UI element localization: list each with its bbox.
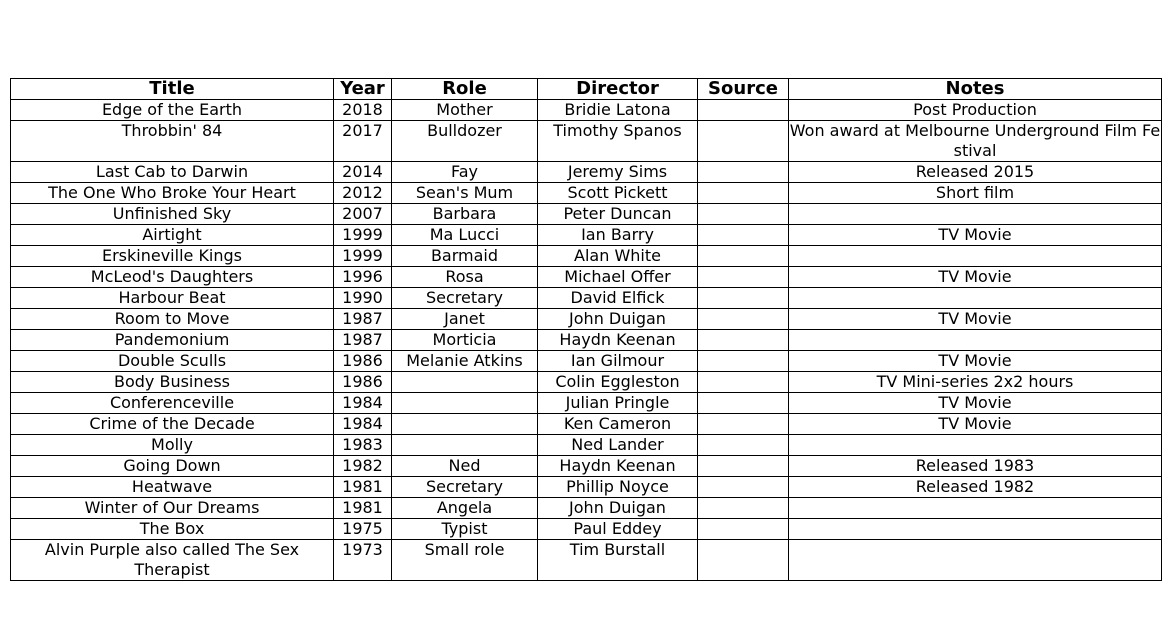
cell-role <box>392 393 538 414</box>
cell-title: Airtight <box>11 225 334 246</box>
cell-notes: Won award at Melbourne Underground Film Festival <box>789 121 1161 160</box>
cell-notes <box>789 519 1162 540</box>
header-source: Source <box>698 79 789 100</box>
cell-source <box>698 183 789 204</box>
cell-director: Ian Gilmour <box>538 351 698 372</box>
cell-notes: Released 2015 <box>789 162 1162 183</box>
cell-source <box>698 330 789 351</box>
cell-year: 1981 <box>334 477 392 498</box>
cell-role: Ma Lucci <box>392 225 538 246</box>
cell-notes: TV Movie <box>789 393 1162 414</box>
cell-title: Double Sculls <box>11 351 334 372</box>
cell-source <box>698 100 789 121</box>
cell-director: Colin Eggleston <box>538 372 698 393</box>
cell-notes <box>789 288 1162 309</box>
table-row <box>11 414 1162 435</box>
cell-year: 1987 <box>334 330 392 351</box>
table-row <box>11 351 1162 372</box>
cell-notes <box>789 498 1162 519</box>
cell-year: 1987 <box>334 309 392 330</box>
cell-notes: Short film <box>789 183 1162 204</box>
cell-director: Scott Pickett <box>538 183 698 204</box>
cell-source <box>698 456 789 477</box>
cell-year: 1999 <box>334 246 392 267</box>
cell-year: 2018 <box>334 100 392 121</box>
cell-director: Tim Burstall <box>538 540 698 581</box>
table-row <box>11 372 1162 393</box>
cell-director: Michael Offer <box>538 267 698 288</box>
cell-source <box>698 435 789 456</box>
cell-source <box>698 309 789 330</box>
cell-year: 1984 <box>334 393 392 414</box>
cell-source <box>698 288 789 309</box>
cell-notes: TV Movie <box>789 351 1162 372</box>
header-notes: Notes <box>789 79 1162 100</box>
cell-source <box>698 162 789 183</box>
cell-role: Barbara <box>392 204 538 225</box>
cell-role <box>392 435 538 456</box>
cell-role: Small role <box>392 540 538 581</box>
cell-director: Peter Duncan <box>538 204 698 225</box>
cell-year: 2012 <box>334 183 392 204</box>
cell-director: Haydn Keenan <box>538 330 698 351</box>
cell-year: 1975 <box>334 519 392 540</box>
cell-source <box>698 121 789 162</box>
cell-title: Winter of Our Dreams <box>11 498 334 519</box>
cell-notes: TV Movie <box>789 309 1162 330</box>
table-row <box>11 225 1162 246</box>
table-row <box>11 246 1162 267</box>
cell-year: 2017 <box>334 121 392 162</box>
cell-year: 1981 <box>334 498 392 519</box>
cell-source <box>698 204 789 225</box>
cell-director: Jeremy Sims <box>538 162 698 183</box>
table-row <box>11 477 1162 498</box>
cell-title: McLeod's Daughters <box>11 267 334 288</box>
cell-title: Edge of the Earth <box>11 100 334 121</box>
cell-year: 2014 <box>334 162 392 183</box>
filmography-table <box>10 78 1162 581</box>
table-body <box>11 100 1162 581</box>
cell-role: Bulldozer <box>392 121 538 162</box>
cell-title: Harbour Beat <box>11 288 334 309</box>
cell-role: Secretary <box>392 288 538 309</box>
table-row <box>11 309 1162 330</box>
table-row <box>11 456 1162 477</box>
cell-title: Last Cab to Darwin <box>11 162 334 183</box>
cell-source <box>698 498 789 519</box>
cell-title: The Box <box>11 519 334 540</box>
cell-title: Unfinished Sky <box>11 204 334 225</box>
cell-role: Janet <box>392 309 538 330</box>
header-director: Director <box>538 79 698 100</box>
cell-director: Bridie Latona <box>538 100 698 121</box>
cell-year: 1999 <box>334 225 392 246</box>
cell-role: Fay <box>392 162 538 183</box>
table-row <box>11 267 1162 288</box>
cell-title: Alvin Purple also called The Sex Therapist <box>11 540 334 581</box>
table-row <box>11 519 1162 540</box>
cell-director: Ian Barry <box>538 225 698 246</box>
cell-source <box>698 519 789 540</box>
table-row <box>11 204 1162 225</box>
cell-role: Sean's Mum <box>392 183 538 204</box>
cell-title: Going Down <box>11 456 334 477</box>
cell-title: Body Business <box>11 372 334 393</box>
cell-director: Julian Pringle <box>538 393 698 414</box>
cell-director: Ken Cameron <box>538 414 698 435</box>
cell-notes <box>789 204 1162 225</box>
table-row <box>11 183 1162 204</box>
cell-director: John Duigan <box>538 309 698 330</box>
cell-director: Paul Eddey <box>538 519 698 540</box>
table-row <box>11 435 1162 456</box>
cell-year: 1986 <box>334 351 392 372</box>
cell-notes <box>789 246 1162 267</box>
cell-role: Secretary <box>392 477 538 498</box>
cell-role: Typist <box>392 519 538 540</box>
cell-notes <box>789 330 1162 351</box>
cell-source <box>698 246 789 267</box>
table-row <box>11 162 1162 183</box>
table-row <box>11 330 1162 351</box>
cell-title: Conferenceville <box>11 393 334 414</box>
cell-notes: TV Movie <box>789 225 1162 246</box>
cell-year: 1973 <box>334 540 392 581</box>
cell-notes: Released 1982 <box>789 477 1162 498</box>
cell-title: The One Who Broke Your Heart <box>11 183 334 204</box>
cell-source <box>698 372 789 393</box>
cell-title: Pandemonium <box>11 330 334 351</box>
cell-year: 1984 <box>334 414 392 435</box>
cell-title: Molly <box>11 435 334 456</box>
cell-role <box>392 372 538 393</box>
cell-role: Morticia <box>392 330 538 351</box>
cell-source <box>698 477 789 498</box>
header-row <box>11 79 1162 100</box>
cell-role: Ned <box>392 456 538 477</box>
table-row <box>11 393 1162 414</box>
cell-director: John Duigan <box>538 498 698 519</box>
header-role: Role <box>392 79 538 100</box>
cell-role: Melanie Atkins <box>392 351 538 372</box>
cell-source <box>698 267 789 288</box>
cell-notes: TV Movie <box>789 414 1162 435</box>
cell-notes <box>789 540 1162 581</box>
cell-role: Mother <box>392 100 538 121</box>
cell-role: Rosa <box>392 267 538 288</box>
header-title: Title <box>11 79 334 100</box>
cell-director: Haydn Keenan <box>538 456 698 477</box>
cell-role: Barmaid <box>392 246 538 267</box>
cell-role <box>392 414 538 435</box>
cell-title: Heatwave <box>11 477 334 498</box>
cell-source <box>698 540 789 581</box>
table-row <box>11 121 1162 162</box>
cell-source <box>698 225 789 246</box>
cell-director: David Elfick <box>538 288 698 309</box>
cell-year: 2007 <box>334 204 392 225</box>
header-year: Year <box>334 79 392 100</box>
cell-source <box>698 351 789 372</box>
cell-year: 1990 <box>334 288 392 309</box>
cell-notes: TV Movie <box>789 267 1162 288</box>
table-row <box>11 540 1162 581</box>
cell-notes: TV Mini-series 2x2 hours <box>789 372 1162 393</box>
cell-year: 1982 <box>334 456 392 477</box>
cell-source <box>698 393 789 414</box>
cell-role: Angela <box>392 498 538 519</box>
cell-director: Phillip Noyce <box>538 477 698 498</box>
cell-source <box>698 414 789 435</box>
cell-year: 1996 <box>334 267 392 288</box>
table-row <box>11 288 1162 309</box>
cell-director: Alan White <box>538 246 698 267</box>
cell-title: Throbbin' 84 <box>11 121 334 162</box>
cell-title: Erskineville Kings <box>11 246 334 267</box>
table-row <box>11 100 1162 121</box>
cell-title: Crime of the Decade <box>11 414 334 435</box>
cell-director: Timothy Spanos <box>538 121 698 162</box>
cell-title: Room to Move <box>11 309 334 330</box>
cell-year: 1983 <box>334 435 392 456</box>
cell-notes <box>789 435 1162 456</box>
cell-director: Ned Lander <box>538 435 698 456</box>
cell-year: 1986 <box>334 372 392 393</box>
table-row <box>11 498 1162 519</box>
cell-notes: Released 1983 <box>789 456 1162 477</box>
cell-notes: Post Production <box>789 100 1162 121</box>
